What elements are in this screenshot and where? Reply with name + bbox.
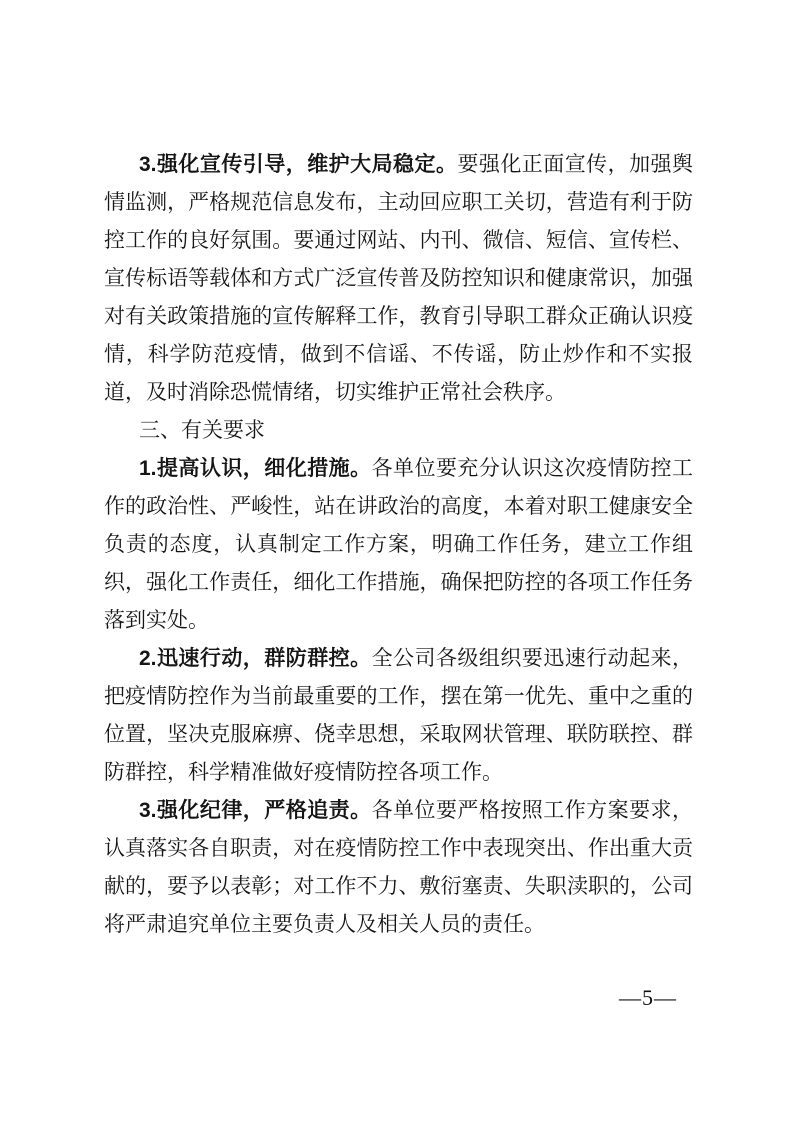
paragraph-body-text: 各单位要充分认识这次疫情防控工作的政治性、严峻性，站在讲政治的高度，本着对职工健康安全负责的态度，认真制定工作方案，明确工作任务，建立工作组织，强化工作责任，细化工作措施，确保把防控的各项工作任务落到实处。 [104, 457, 694, 632]
section-heading: 三、有关要求 [139, 419, 265, 442]
paragraph-lead-bold: 3.强化宣传引导，维护大局稳定。 [139, 153, 458, 176]
paragraph-lead-bold: 1.提高认识，细化措施。 [139, 457, 372, 480]
page-number: —5— [619, 985, 677, 1010]
page-footer [0, 986, 793, 1016]
paragraph-body-text: 要强化正面宣传，加强舆情监测，严格规范信息发布，主动回应职工关切，营造有利于防控工作的良好氛围。要通过网站、内刊、微信、短信、宣传栏、宣传标语等载体和方式广泛宣传普及防控知识和健康常识，加强对有关政策措施的宣传解释工作，教育引导职工群众正确认识疫情，科学防范疫情，做到不信谣、不传谣，防止炒作和不实报道，及时消除恐慌情绪，切实维护正常社会秩序。 [104, 153, 693, 404]
paragraph-lead-bold: 3.强化纪律，严格追责。 [139, 799, 372, 822]
paragraph-lead-bold: 2.迅速行动，群防群控。 [139, 647, 372, 670]
document-body [104, 146, 693, 944]
paragraph-strict-discipline [104, 792, 693, 944]
paragraph-body-text: 各单位要严格按照工作方案要求，认真落实各自职责，对在疫情防控工作中表现突出、作出重大贡献的，要予以表彰；对工作不力、敷衍塞责、失职渎职的，公司将严肃追究单位主要负责人及相关人员的责任。 [104, 799, 694, 936]
paragraph-propaganda-guidance [104, 146, 693, 412]
paragraph-raise-awareness [104, 450, 693, 640]
paragraph-body-text: 全公司各级组织要迅速行动起来，把疫情防控作为当前最重要的工作，摆在第一优先、重中之重的位置，坚决克服麻痹、侥幸思想，采取网状管理、联防联控、群防群控，科学精准做好疫情防控各项工作。 [104, 647, 694, 784]
paragraph-rapid-action [104, 640, 693, 792]
